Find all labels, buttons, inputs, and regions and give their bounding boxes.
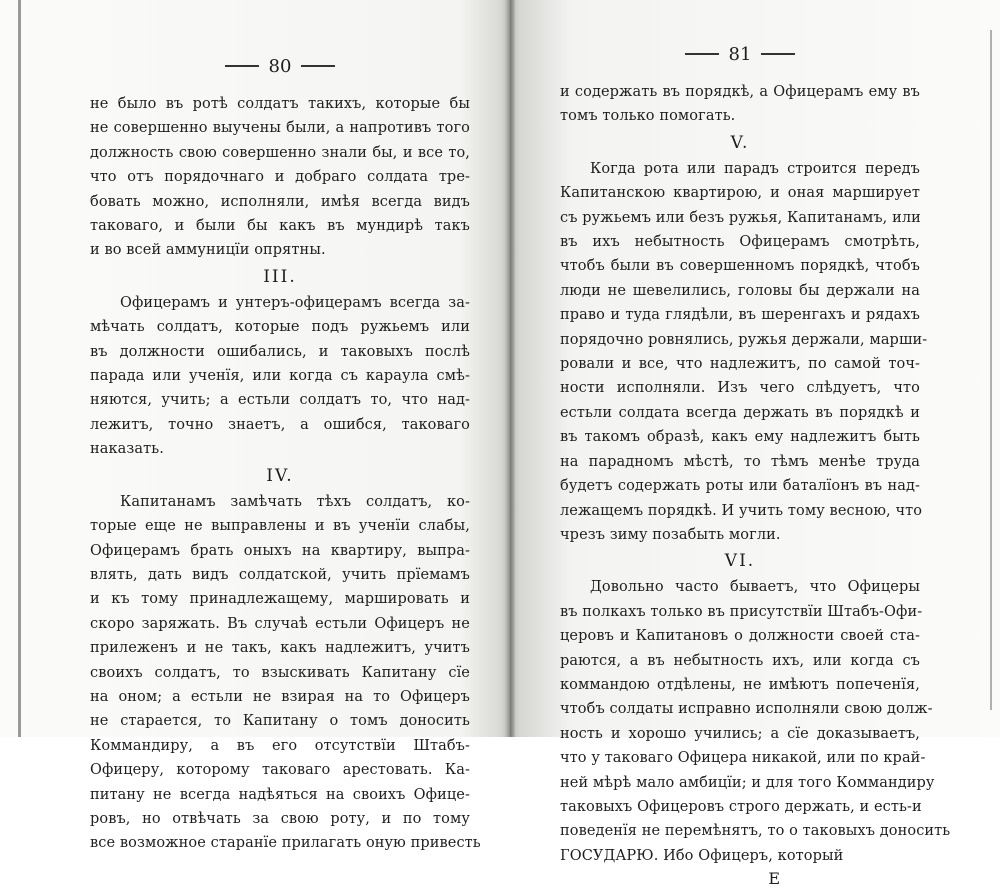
text-line: люди не шевелились, головы бы держали на	[560, 282, 920, 299]
text-line: ность и хорошо учились; а сїе доказываетъ,	[560, 725, 920, 742]
text-line: няются, учить; а естьли солдатъ то, что над-	[90, 392, 470, 409]
text-line: ровъ, но отвѣчать за свою роту, и по тому	[90, 810, 470, 827]
section-heading: V.	[730, 132, 750, 153]
left-page-text	[90, 92, 481, 856]
text-line: не было въ ротѣ солдатъ такихъ, которые бы	[90, 96, 470, 112]
text-line: наказать.	[90, 441, 164, 458]
text-line: не совершенно выучены были, а напротивъ того	[90, 120, 470, 137]
text-line: право и туда глядѣли, въ шеренгахъ и рядахъ	[560, 307, 920, 324]
text-line: ровали и все, что надлежитъ, по самой точ-	[560, 356, 920, 373]
book-gutter	[505, 0, 515, 737]
text-line: будетъ содержать роты или баталїонъ въ над-	[560, 478, 920, 495]
text-line: въ должности ошибались, и таковыхъ послѣ	[90, 343, 470, 360]
dash	[685, 53, 719, 55]
text-line: Довольно часто бываетъ, что Офицеры	[590, 579, 920, 596]
right-page-text	[560, 80, 951, 890]
text-line: и содержать въ порядкѣ, а Офицерамъ ему въ	[560, 84, 920, 100]
text-line: прилеженъ и не такъ, какъ надлежитъ, учитъ	[90, 640, 470, 657]
text-line: и во всей аммуницїи опрятны.	[90, 242, 326, 259]
text-line: Офицерамъ и унтеръ-офицерамъ всегда за-	[120, 294, 470, 311]
text-line: мѣчать солдатъ, которые подъ ружьемъ или	[90, 319, 470, 336]
text-line: порядочно ровнялись, ружья держали, марши-	[560, 331, 928, 348]
section-heading: III.	[263, 266, 297, 287]
text-line: чрезъ зиму позабыть могли.	[560, 526, 781, 543]
text-line: на парадномъ мѣстѣ, то тѣмъ менѣе труда	[560, 453, 920, 470]
dash	[761, 53, 795, 55]
text-line: коммандою отдѣлены, не имѣютъ попеченїя,	[560, 676, 920, 693]
text-line: все возможное старанїе прилагать оную привесть	[90, 835, 481, 852]
paragraph	[560, 157, 928, 548]
text-line: Капитанскою квартирою, и оная марширует	[560, 185, 920, 202]
text-line: въ полкахъ только въ присутствїи Штабъ-Офи-	[560, 603, 923, 620]
text-line: на оном; а естьли не взирая на то Офицеръ	[90, 688, 470, 705]
text-line: таковыхъ Офицеровъ строго держать, и есть-и	[560, 798, 922, 815]
text-line: скоро заряжать. Въ случаѣ естьли Офицеръ не	[90, 615, 470, 632]
dash	[301, 65, 335, 67]
text-line: влять, дать видъ солдатской, учить прїемамъ	[90, 566, 470, 583]
text-line: чтобъ солдаты исправно исполняли свою долж-	[560, 701, 933, 718]
left-page	[90, 52, 481, 856]
paragraph	[90, 92, 470, 263]
section-heading: IV.	[266, 465, 294, 486]
paragraph	[90, 291, 470, 462]
text-line: и къ тому принадлежащему, маршировать и	[90, 591, 470, 608]
text-line: ней мѣрѣ мало амбицїи; и для того Коммандиру	[560, 774, 935, 791]
page-number-text: 80	[268, 55, 292, 77]
text-line: чтобъ были въ совершенномъ порядкѣ, чтобъ	[560, 258, 920, 275]
text-line: естьли солдата всегда держать въ порядкѣ и	[560, 404, 920, 421]
text-line: раются, а въ небытность ихъ, или когда съ	[560, 652, 920, 669]
text-line: Капитанамъ замѣчать тѣхъ солдатъ, ко-	[120, 493, 470, 510]
paragraph	[560, 575, 951, 868]
text-line: лежитъ, точно знаетъ, а ошибся, таковаго	[90, 416, 470, 433]
text-line: лежащемъ порядкѣ. И учить тому весною, что	[560, 502, 923, 519]
text-line: Когда рота или парадъ строится передъ	[590, 160, 920, 177]
signature-mark: Е	[768, 869, 780, 889]
text-line: въ ихъ небытность Офицерамъ смотрѣть,	[560, 234, 920, 251]
paragraph	[90, 490, 481, 856]
text-line: Офицеру, которому таковаго арестовать. Ка-	[90, 762, 470, 779]
text-line: бовать можно, исполняли, имѣя всегда видъ	[90, 193, 470, 210]
text-line: должность свою совершенно знали бы, и все то,	[90, 144, 470, 161]
text-line: церовъ и Капитановъ о должности своей ста-	[560, 628, 920, 645]
text-line: съ ружьемъ или безъ ружья, Капитанамъ, или	[560, 209, 921, 226]
section-heading: VI.	[724, 551, 756, 572]
text-line: питану не всегда надѣяться на своихъ Офице-	[90, 786, 470, 803]
right-page	[560, 40, 951, 890]
page-edge-right	[990, 30, 992, 710]
page-edge-left	[18, 0, 21, 737]
text-line: Офицерамъ брать оныхъ на квартиру, выпра-	[90, 542, 470, 559]
text-line: торые еще не выправлены и въ ученїи слабы,	[90, 518, 470, 535]
text-line: Коммандиру, а въ его отсутствїи Штабъ-	[90, 737, 470, 754]
right-page-number	[560, 40, 920, 68]
text-line: томъ только помогать.	[560, 108, 736, 125]
left-page-number	[90, 52, 470, 80]
text-line: не старается, то Капитану о томъ доносить	[90, 713, 470, 730]
text-line: таковаго, и были бы какъ въ мундирѣ такъ	[90, 218, 470, 235]
text-line: что у таковаго Офицера никакой, или по край-	[560, 750, 926, 767]
text-line: ГОСУДАРЮ. Ибо Офицеръ, который	[560, 847, 844, 864]
text-line: ности исполняли. Изъ чего слѣдуетъ, что	[560, 380, 920, 397]
text-line: поведенїя не перемѣнятъ, то о таковыхъ доносить	[560, 823, 951, 840]
text-line: въ такомъ образѣ, какъ ему надлежитъ быть	[560, 429, 920, 446]
page-number-text: 81	[728, 43, 752, 65]
text-line: парада или ученїя, или когда съ караула смѣ-	[90, 368, 470, 385]
text-line: своихъ солдатъ, то взыскивать Капитану сїе	[90, 664, 470, 681]
dash	[225, 65, 259, 67]
text-line: что отъ порядочнаго и добраго солдата тре-	[90, 169, 470, 186]
paragraph	[560, 80, 920, 129]
